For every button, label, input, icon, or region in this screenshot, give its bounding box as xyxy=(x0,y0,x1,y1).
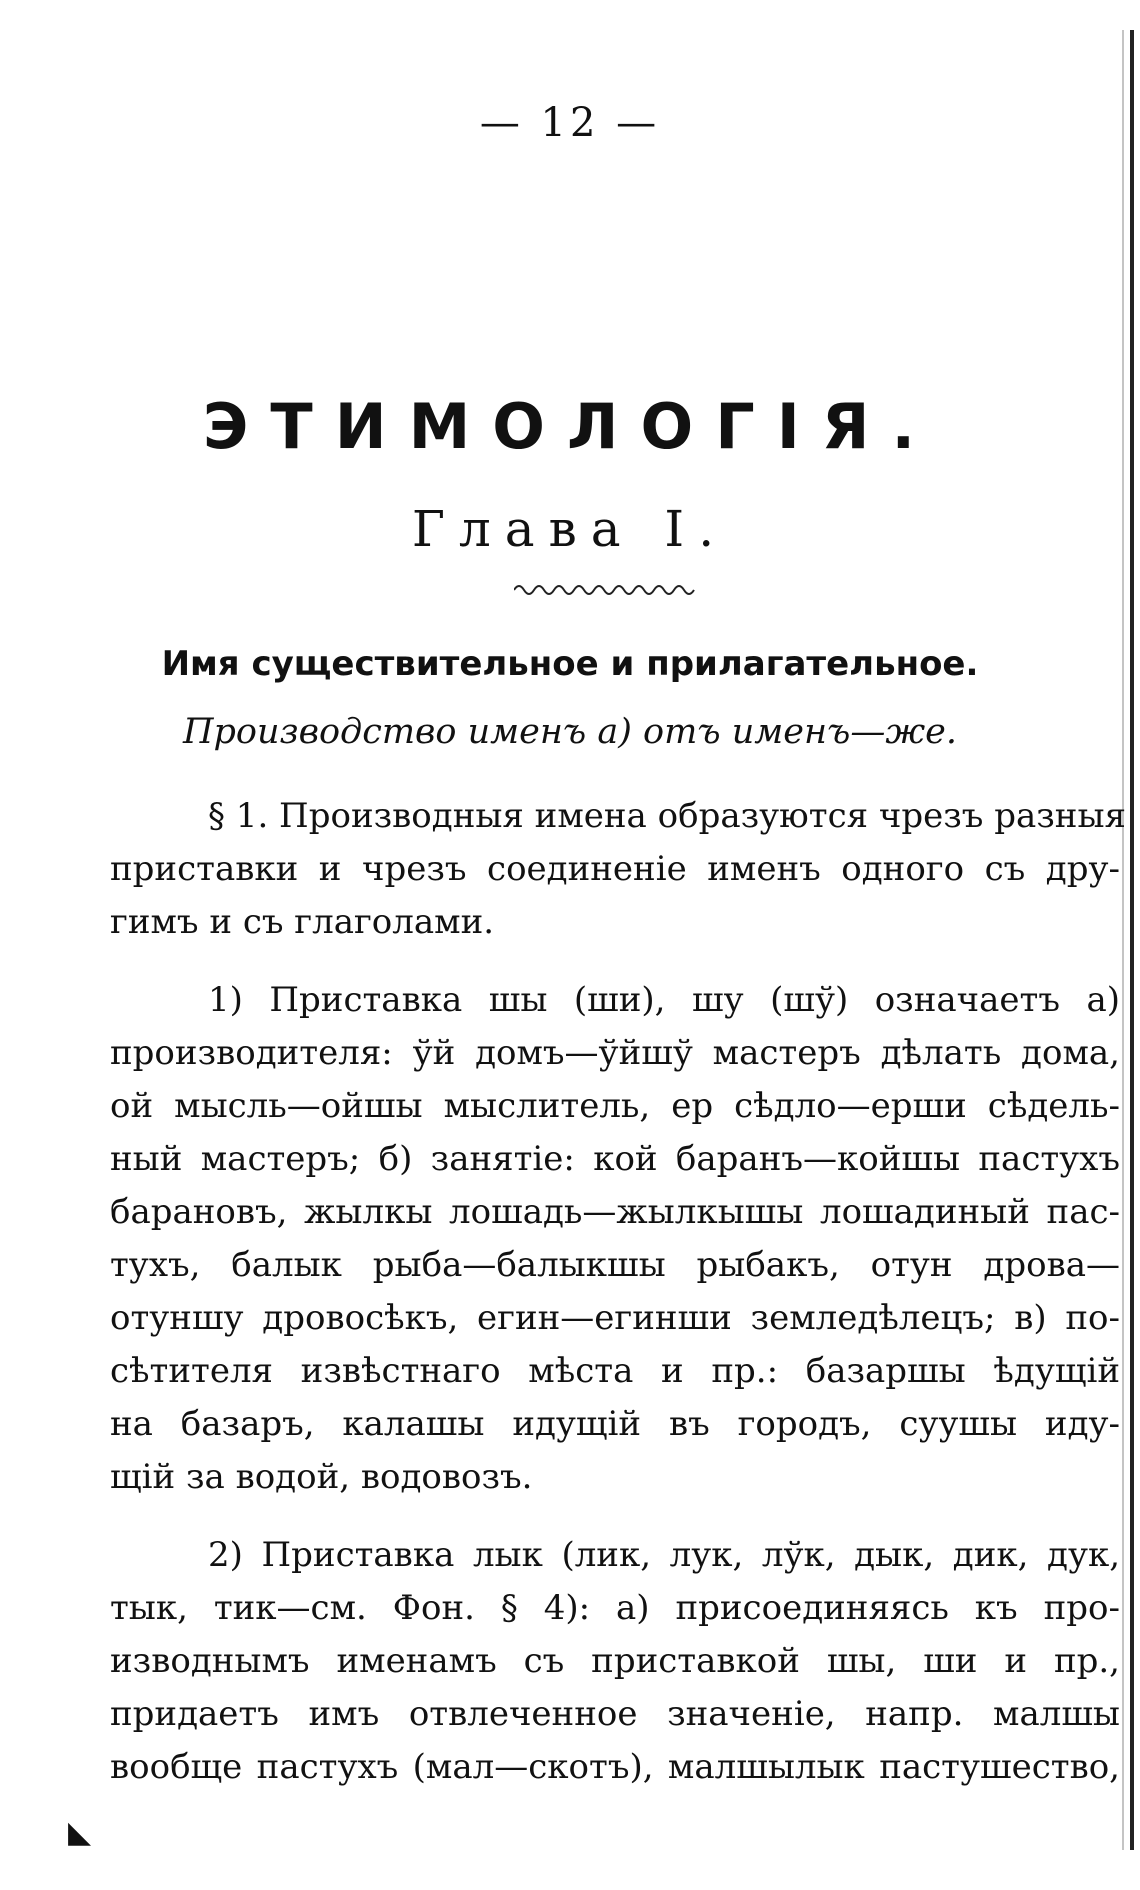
paragraph xyxy=(110,790,1126,949)
text-line: придаетъ имъ отвлеченное значеніе, напр. малшы xyxy=(110,1694,1120,1734)
text-line: ный мастеръ; б) занятіе: кой баранъ—койшы пастухъ xyxy=(110,1139,1120,1179)
page-edge-shadow xyxy=(1122,30,1124,1850)
text-line: барановъ, жылкы лошадь—жылкышы лошадиный пас- xyxy=(110,1192,1120,1232)
body-text xyxy=(110,790,1126,1819)
text-line: 1) Приставка шы (ши), шу (шў) означаетъ а) xyxy=(208,980,1120,1020)
text-line: тухъ, балык рыба—балыкшы рыбакъ, отун дрова— xyxy=(110,1245,1120,1285)
text-line: приставки и чрезъ соединеніе именъ одного съ дру- xyxy=(110,849,1120,889)
text-line: изводнымъ именамъ съ приставкой шы, ши и пр., xyxy=(110,1641,1120,1681)
paragraph xyxy=(110,974,1120,1504)
chapter-title: Глава I. xyxy=(411,500,729,558)
text-line: отуншу дровосѣкъ, егин—егинши земледѣлецъ; в) по- xyxy=(110,1298,1120,1338)
text-line: вообще пастухъ (мал—скотъ), малшылык пастушество, xyxy=(110,1747,1120,1787)
text-line: сѣтителя извѣстнаго мѣста и пр.: базаршы ѣдущій xyxy=(110,1351,1120,1391)
page-number: — 12 — xyxy=(479,100,661,146)
subheading: Производство именъ а) отъ именъ—же. xyxy=(182,712,958,752)
text-line: ой мысль—ойшы мыслитель, ер сѣдло—ерши сѣдель- xyxy=(110,1086,1120,1126)
section-heading: Имя существительное и прилагательное. xyxy=(161,644,979,684)
text-line: тык, тик—см. Фон. § 4): а) присоединяясь къ про- xyxy=(110,1588,1120,1628)
section-title: ЭТИМОЛОГІЯ. xyxy=(202,390,938,463)
wavy-ornament xyxy=(514,580,714,598)
page-edge xyxy=(1130,30,1134,1850)
text-line: § 1. Производныя имена образуются чрезъ разныя xyxy=(208,796,1126,836)
paragraph xyxy=(110,1529,1120,1794)
corner-mark-icon: ◣ xyxy=(68,1815,92,1850)
text-line: щій за водой, водовозъ. xyxy=(110,1457,533,1497)
text-line: на базаръ, калашы идущій въ городъ, суушы иду- xyxy=(110,1404,1120,1444)
text-line: 2) Приставка лык (лик, лук, лўк, дык, дик, дук, xyxy=(208,1535,1120,1575)
text-line: гимъ и съ глаголами. xyxy=(110,902,495,942)
text-line: производителя: ўй домъ—ўйшў мастеръ дѣлать дома, xyxy=(110,1033,1120,1073)
